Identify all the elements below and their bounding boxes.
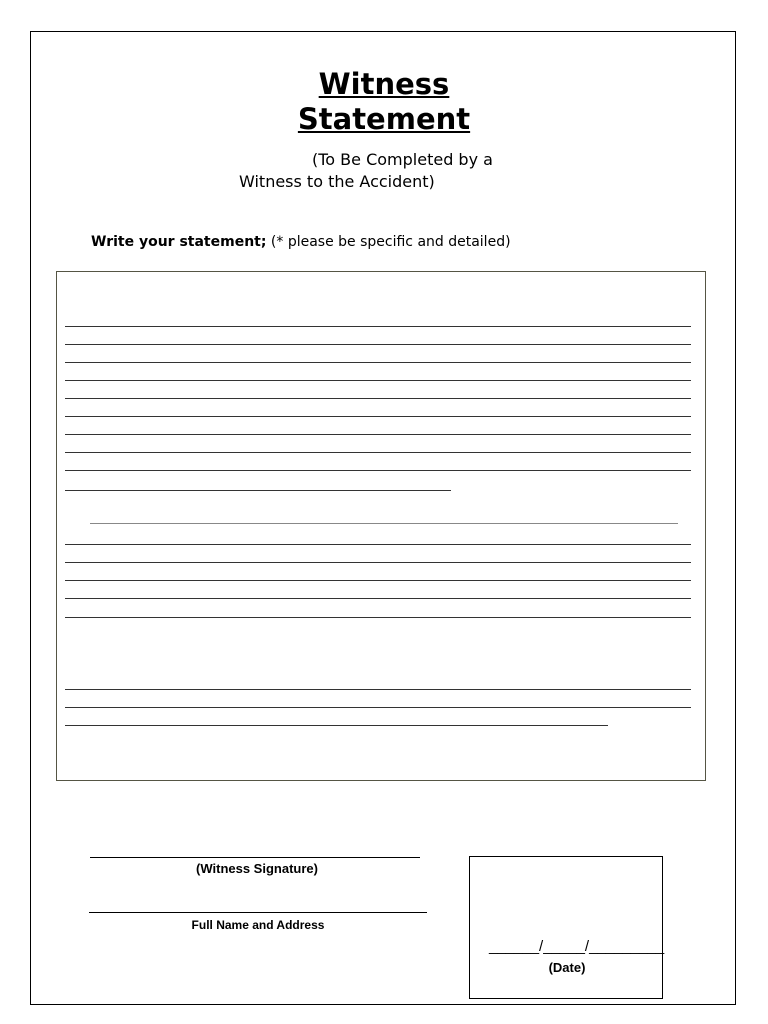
writing-line	[65, 490, 451, 491]
instruction-label: Write your statement;	[91, 234, 267, 250]
writing-line	[65, 617, 691, 618]
name-address-line[interactable]	[89, 912, 427, 913]
writing-line	[65, 344, 691, 345]
signature-line[interactable]	[90, 857, 420, 858]
writing-line	[65, 380, 691, 381]
page-title-line2: Statement	[297, 102, 471, 136]
writing-line	[90, 580, 678, 581]
subtitle-line2: Witness to the Accident)	[239, 172, 435, 191]
signature-caption: (Witness Signature)	[196, 861, 318, 876]
writing-line	[65, 416, 691, 417]
writing-line	[65, 326, 691, 327]
page-title-line1: Witness	[318, 67, 450, 101]
writing-line	[65, 434, 691, 435]
writing-line	[65, 689, 691, 690]
writing-line	[65, 598, 691, 599]
writing-line	[65, 562, 691, 563]
statement-instruction	[91, 234, 511, 250]
writing-line	[65, 707, 691, 708]
date-box	[469, 856, 663, 999]
date-field[interactable]: ______/_____/_________	[489, 938, 665, 955]
name-address-caption: Full Name and Address	[191, 918, 325, 932]
writing-line	[65, 452, 691, 453]
writing-line	[65, 470, 691, 471]
writing-line	[65, 544, 691, 545]
instruction-note: (* please be specific and detailed)	[266, 234, 511, 250]
writing-line	[65, 398, 691, 399]
writing-line	[65, 362, 691, 363]
writing-line	[90, 523, 678, 524]
statement-writing-area[interactable]	[56, 271, 706, 781]
subtitle-line1: (To Be Completed by a	[312, 150, 493, 169]
writing-line	[65, 725, 608, 726]
date-caption: (Date)	[548, 960, 586, 975]
